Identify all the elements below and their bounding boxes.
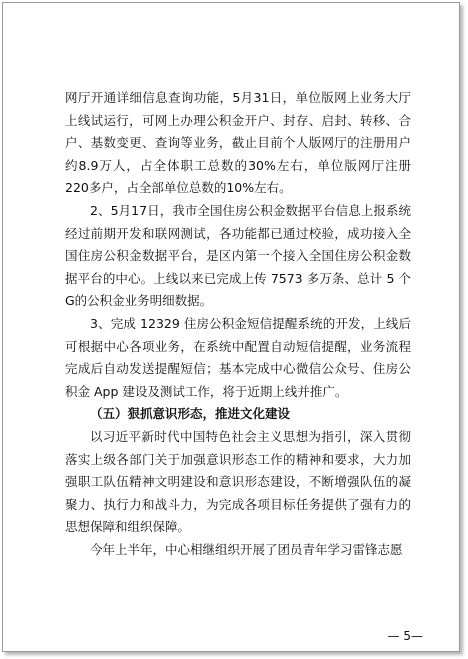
paragraph-first-half-year: 今年上半年，中心相继组织开展了团员青年学习雷锋志愿 bbox=[90, 541, 403, 557]
page-number: — 5— bbox=[387, 629, 423, 643]
document-page bbox=[2, 2, 460, 652]
paragraph-data-platform: 2、5月17日，我市全国住房公积金数据平台信息上报系统经过前期开发和联网测试，各功能都已通过校验，成功接入全国住房公积金数据平台，是区内第一个接入全国住房公积金数据平台的中心。上线以来已完成上传 7573 多万条、总计 5 个G的公积金业务明细数据。 bbox=[65, 202, 411, 309]
section-heading-ideology: （五）狠抓意识形态，推进文化建设 bbox=[90, 406, 291, 422]
paragraph-sms-system: 3、完成 12329 住房公积金短信提醒系统的开发，上线后可根据中心各项业务，在系统中配置自动短信提醒，业务流程完成后自动发送提醒短信；基本完成中心微信公众号、住房公积金 App 建设及测试工作，将于近期上线并推广。 bbox=[65, 315, 411, 399]
document-body bbox=[65, 87, 411, 561]
paragraph-ideology-work: 以习近平新时代中国特色社会主义思想为指引，深入贯彻落实上级各部门关于加强意识形态工作的精神和要求，大力加强职工队伍精神文明建设和意识形态建设，不断增强队伍的凝聚力、执行力和战斗力，为完成各项目标任务提供了强有力的思想保障和组织保障。 bbox=[65, 428, 411, 535]
paragraph-online-hall: 网厅开通详细信息查询功能，5月31日，单位版网上业务大厅上线试运行，可网上办理公积金开户、封存、启封、转移、合户、基数变更、查询等业务，截止目前个人版网厅的注册用户约8.9万人，占全体职工总数的30%左右，单位版网厅注册220多户，占全部单位总数的10%左右。 bbox=[65, 90, 411, 196]
